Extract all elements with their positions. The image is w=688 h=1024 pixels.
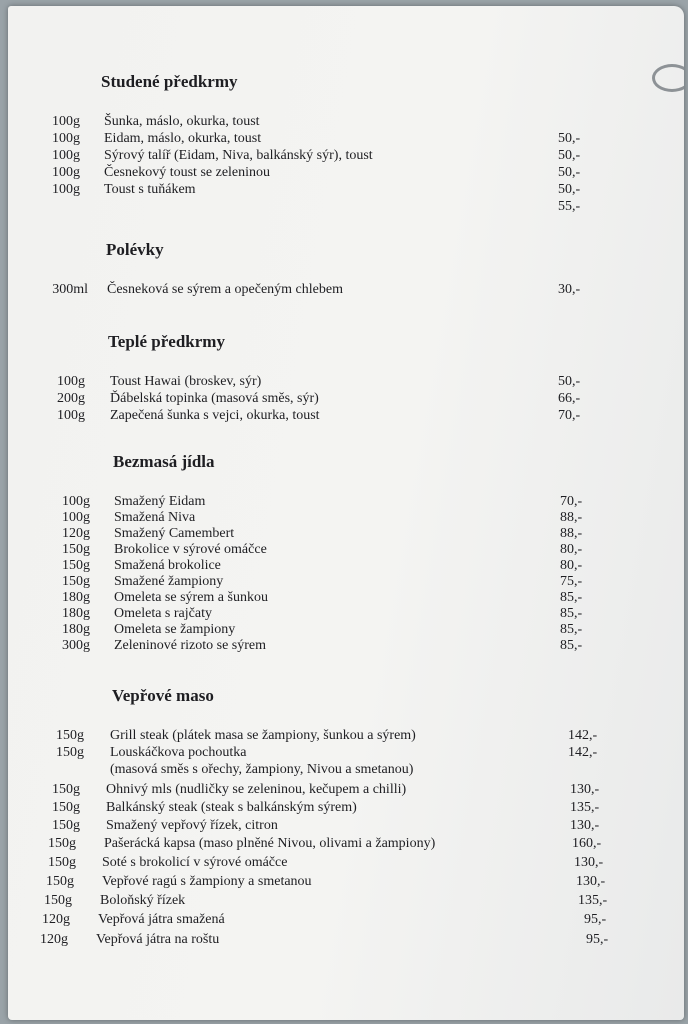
menu-page: [8, 6, 684, 1020]
item-qty: 100g: [62, 510, 90, 525]
item-name: Ďábelská topinka (masová směs, sýr): [110, 391, 319, 406]
item-price: 50,-: [558, 374, 581, 389]
item-qty: 100g: [62, 494, 90, 509]
item-price: 95,-: [586, 932, 609, 947]
item-name: Sýrový talíř (Eidam, Niva, balkánský sýr), toust: [104, 148, 373, 163]
item-price: 50,-: [558, 148, 581, 163]
item-name: Omeleta se sýrem a šunkou: [114, 590, 268, 605]
item-qty: 150g: [56, 745, 84, 760]
item-name: Vepřová játra smažená: [98, 912, 225, 927]
item-qty: 150g: [48, 855, 76, 870]
item-price: 88,-: [560, 510, 583, 525]
item-price: 88,-: [560, 526, 583, 541]
item-name: Zeleninové rizoto se sýrem: [114, 638, 267, 653]
item-price: 50,-: [558, 165, 581, 180]
item-name: Smažené žampiony: [114, 574, 224, 589]
item-price: 85,-: [560, 590, 583, 605]
item-qty: 150g: [52, 800, 80, 815]
section-title: Bezmasá jídla: [113, 452, 215, 471]
item-price: 80,-: [560, 558, 583, 573]
item-price: 130,-: [570, 818, 600, 833]
item-price: 70,-: [560, 494, 583, 509]
item-name: Smažená Niva: [114, 510, 196, 525]
item-qty: 100g: [57, 408, 85, 423]
item-qty: 180g: [62, 606, 90, 621]
item-price: 55,-: [558, 199, 581, 214]
item-name: Šunka, máslo, okurka, toust: [104, 114, 260, 129]
item-qty: 120g: [40, 932, 68, 947]
item-qty: 120g: [62, 526, 90, 541]
item-qty: 150g: [44, 893, 72, 908]
item-qty: 180g: [62, 622, 90, 637]
section-title: Teplé předkrmy: [108, 332, 225, 351]
item-price: 66,-: [558, 391, 581, 406]
item-price: 30,-: [558, 282, 581, 297]
item-price: 95,-: [584, 912, 607, 927]
item-name: (masová směs s ořechy, žampiony, Nivou a smetanou): [110, 762, 414, 777]
item-name: Balkánský steak (steak s balkánským sýrem): [106, 800, 357, 815]
item-name: Vepřové ragú s žampiony a smetanou: [102, 874, 312, 889]
item-name: Smažený Camembert: [114, 526, 235, 541]
item-price: 85,-: [560, 622, 583, 637]
item-qty: 150g: [62, 558, 90, 573]
item-qty: 300g: [62, 638, 90, 653]
item-name: Ohnivý mls (nudličky se zeleninou, kečupem a chilli): [106, 782, 407, 797]
item-name: Smažený Eidam: [114, 494, 206, 509]
item-price: 160,-: [572, 836, 602, 851]
item-price: 135,-: [578, 893, 608, 908]
item-qty: 150g: [62, 542, 90, 557]
item-qty: 100g: [52, 165, 80, 180]
item-qty: 150g: [62, 574, 90, 589]
item-price: 80,-: [560, 542, 583, 557]
item-price: 70,-: [558, 408, 581, 423]
item-price: 85,-: [560, 638, 583, 653]
item-price: 135,-: [570, 800, 600, 815]
item-name: Grill steak (plátek masa se žampiony, šunkou a sýrem): [110, 728, 416, 743]
item-qty: 150g: [52, 818, 80, 833]
item-price: 50,-: [558, 131, 581, 146]
item-name: Smažený vepřový řízek, citron: [106, 818, 278, 833]
item-price: 130,-: [576, 874, 606, 889]
section-title: Vepřové maso: [112, 686, 214, 705]
item-name: Brokolice v sýrové omáčce: [114, 542, 267, 557]
item-qty: 100g: [52, 148, 80, 163]
item-qty: 200g: [57, 391, 85, 406]
item-qty: 150g: [56, 728, 84, 743]
item-name: Toust Hawai (broskev, sýr): [110, 374, 262, 389]
item-price: 142,-: [568, 728, 598, 743]
item-name: Boloňský řízek: [100, 893, 186, 908]
item-name: Česnekový toust se zeleninou: [104, 165, 271, 180]
item-qty: 100g: [52, 114, 80, 129]
item-qty: 100g: [57, 374, 85, 389]
item-qty: 180g: [62, 590, 90, 605]
binder-ring-icon: [652, 64, 684, 92]
item-price: 75,-: [560, 574, 583, 589]
section-title: Studené předkrmy: [101, 72, 238, 91]
item-price: 130,-: [574, 855, 604, 870]
item-name: Česneková se sýrem a opečeným chlebem: [107, 282, 343, 297]
item-price: 50,-: [558, 182, 581, 197]
item-qty: 150g: [46, 874, 74, 889]
item-price: 85,-: [560, 606, 583, 621]
item-name: Eidam, máslo, okurka, toust: [104, 131, 262, 146]
item-qty: 120g: [42, 912, 70, 927]
item-qty: 150g: [48, 836, 76, 851]
item-name: Toust s tuňákem: [104, 182, 196, 197]
item-name: Pašerácká kapsa (maso plněné Nivou, olivami a žampiony): [104, 836, 436, 851]
item-qty: 100g: [52, 182, 80, 197]
item-name: Omeleta s rajčaty: [114, 606, 212, 621]
item-name: Vepřová játra na roštu: [96, 932, 220, 947]
item-qty: 150g: [52, 782, 80, 797]
item-price: 142,-: [568, 745, 598, 760]
item-price: 130,-: [570, 782, 600, 797]
item-qty: 300ml: [52, 282, 88, 297]
item-name: Soté s brokolicí v sýrové omáčce: [102, 855, 288, 870]
item-name: Smažená brokolice: [114, 558, 221, 573]
item-name: Zapečená šunka s vejci, okurka, toust: [110, 408, 320, 423]
item-name: Omeleta se žampiony: [114, 622, 236, 637]
section-title: Polévky: [106, 240, 164, 259]
item-qty: 100g: [52, 131, 80, 146]
item-name: Louskáčkova pochoutka: [110, 745, 247, 760]
